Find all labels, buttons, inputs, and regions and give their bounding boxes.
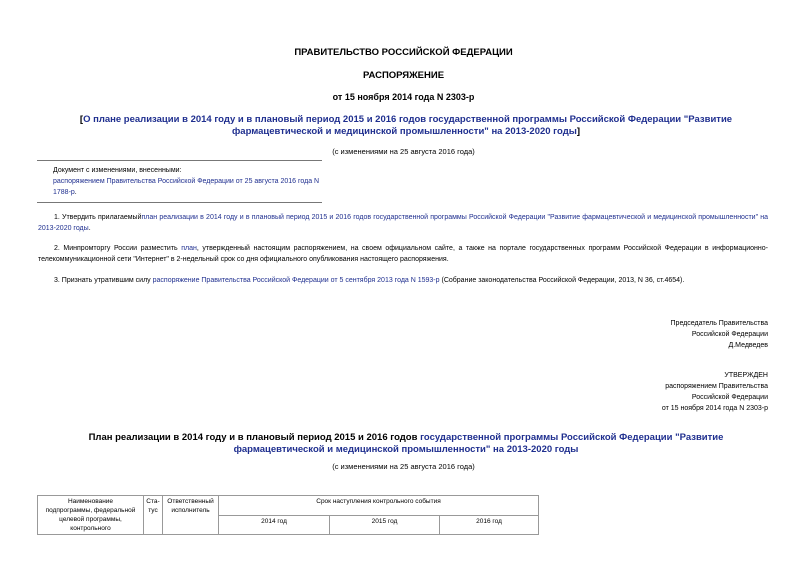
table-header-year: 2016 год [440,515,539,535]
p1-text: 1. Утвердить прилагаемый [54,214,142,221]
p3-end: (Собрание законодательства Российской Федерации, 2013, N 36, ст.4654). [441,277,685,284]
table-header-year: 2014 год [219,515,330,535]
header-cell-text: Наименование [67,498,114,505]
table-header-row [38,496,539,516]
signature-line-3: Д.Медведев [728,342,768,349]
header-cell-text: Ста- [146,498,160,505]
title-link[interactable]: О плане реализации в 2014 году и в плановый период 2015 и 2016 годов государственной программы Российской Федерации "Развитие фармацевтической и медицинской промышленности" на 2013-2020 годы [83,114,733,137]
header-cell-text: исполнитель [171,507,210,514]
changes-note: (с изменениями на 25 августа 2016 года) [332,147,475,156]
doc-changes-label: Документ с изменениями, внесенными: [53,167,182,174]
document-title [46,114,766,138]
plan-title-text: План реализации в 2014 году и в плановый период 2015 и 2016 годов [88,432,418,443]
signature-line-2: Российской Федерации [691,331,768,338]
header-cell-text: тус [148,507,158,514]
approval-block [568,370,768,414]
header-cell-text: подпрограммы, федеральной целевой программы, контрольного [45,507,136,532]
paragraph-1 [38,213,768,234]
title-bracket-close: ] [576,126,581,137]
doc-date-heading: от 15 ноября 2014 года N 2303-р [332,92,475,102]
approval-line-2: распоряжением Правительства [665,383,768,390]
paragraph-2 [38,244,768,265]
approval-line-3: Российской Федерации [691,394,768,401]
plan-title-link[interactable]: государственной программы Российской Федерации "Развитие фармацевтической и медицинской промышленности" на 2013-2020 годы [233,432,724,455]
doc-changes-link[interactable]: распоряжением Правительства Российской Федерации от 25 августа 2016 года N 1788-р [53,178,320,196]
divider [37,202,322,203]
header-cell-text: Ответственный [167,498,214,505]
table-header-status [144,496,163,535]
doc-type-heading: РАСПОРЯЖЕНИЕ [362,70,445,81]
approval-line-1: УТВЕРЖДЕН [724,372,768,379]
table-header-deadline: Срок наступления контрольного события [219,496,539,516]
table-header-year: 2015 год [330,515,440,535]
p2-link[interactable]: план [181,245,197,252]
title-bracket-open: [ [79,114,84,125]
paragraph-3 [54,276,768,287]
p1-end: . [88,224,91,232]
table-header-executor [163,496,219,535]
plan-title [46,432,766,456]
table-header-name [38,496,144,535]
plan-changes-note: (с изменениями на 25 августа 2016 года) [332,462,475,471]
p1-link[interactable]: план реализации в 2014 году и в плановый период 2015 и 2016 годов государственной программы Российской Федерации "Развитие фармацевтической и медицинской промышленности" на 2013-2020 годы [38,214,769,232]
signature-line-1: Председатель Правительства [670,320,768,327]
p2-text: 2. Минпромторгу России разместить [54,245,178,252]
doc-changes-end: . [74,189,77,196]
org-heading: ПРАВИТЕЛЬСТВО РОССИЙСКОЙ ФЕДЕРАЦИИ [294,47,513,58]
doc-changes-box [37,160,322,203]
signature-block [568,318,768,351]
approval-line-4: от 15 ноября 2014 года N 2303-р [661,405,768,412]
p3-text: 3. Признать утратившим силу [54,277,151,284]
p2-end: , утвержденный настоящим распоряжением, на своем официальном сайте, а также на портале государственных программ Российской Федерации в информационно-телекоммуникационной сети "Интернет" в 2-недельный срок со дня официального опубликования настоящего распоряжения. [38,245,768,263]
p3-link[interactable]: распоряжение Правительства Российской Федерации от 5 сентября 2013 года N 1593-р [152,277,440,284]
plan-table [37,495,539,535]
